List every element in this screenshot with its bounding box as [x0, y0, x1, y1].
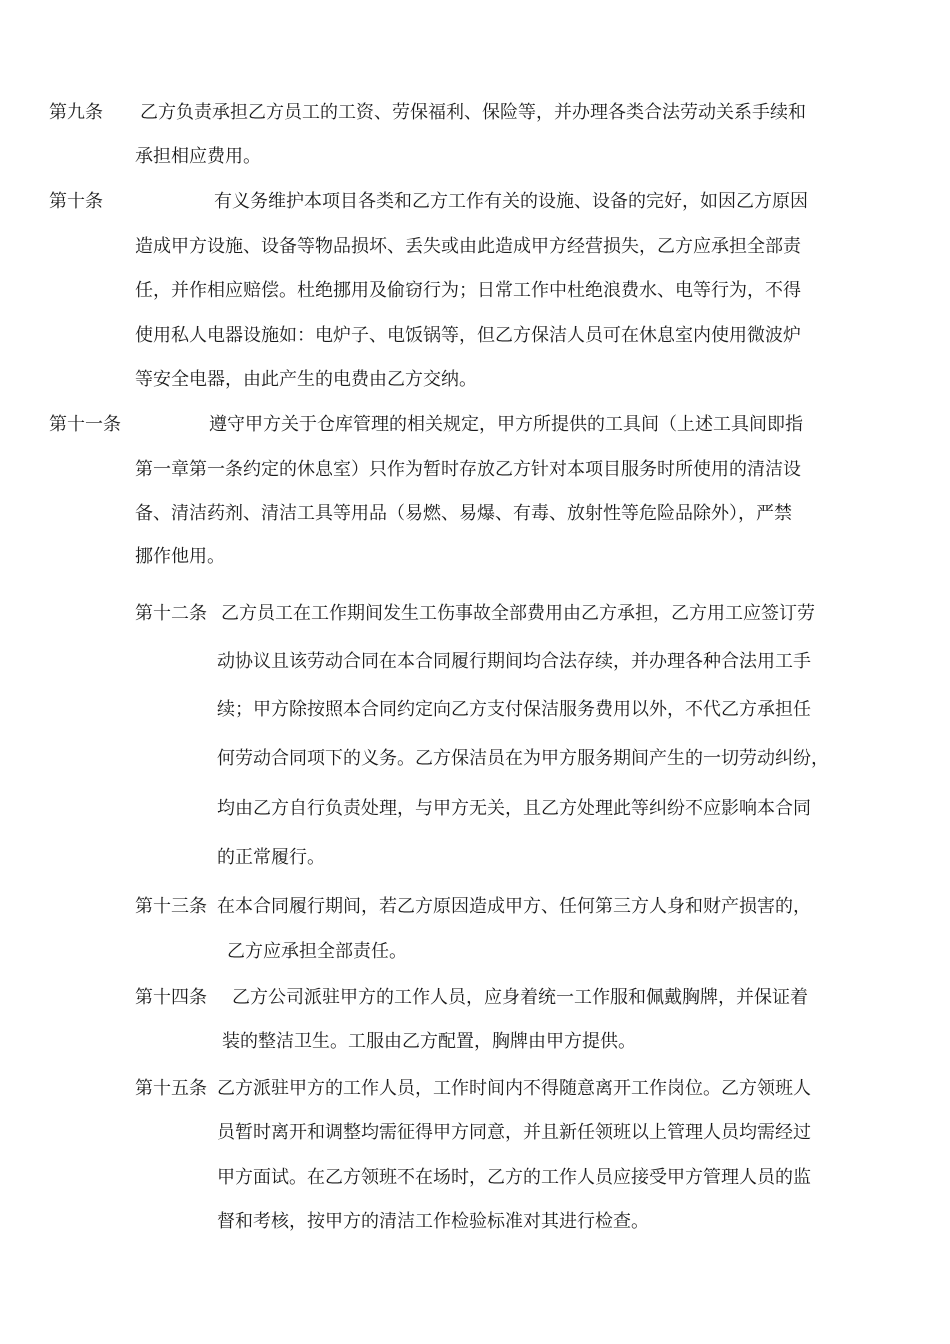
- article-14-line-2: 装的整洁卫生。工服由乙方配置，胸牌由甲方提供。: [222, 1031, 636, 1052]
- article-11-line-3: 备、清洁药剂、清洁工具等用品（易燃、易爆、有毒、放射性等危险品除外），严禁: [135, 503, 792, 524]
- article-label-14: 第十四条: [135, 987, 207, 1008]
- article-15-line-2: 员暂时离开和调整均需征得甲方同意，并且新任领班以上管理人员均需经过: [217, 1122, 811, 1143]
- article-12-line-5: 均由乙方自行负责处理，与甲方无关，且乙方处理此等纠纷不应影响本合同: [217, 798, 811, 819]
- article-11-line-2: 第一章第一条约定的休息室）只作为暂时存放乙方针对本项目服务时所使用的清洁设: [135, 459, 801, 480]
- article-10-line-2: 造成甲方设施、设备等物品损坏、丢失或由此造成甲方经营损失，乙方应承担全部责: [135, 236, 801, 257]
- article-label-12: 第十二条: [135, 603, 207, 624]
- article-14-line-1: 乙方公司派驻甲方的工作人员，应身着统一工作服和佩戴胸牌，并保证着: [232, 987, 808, 1008]
- article-15-line-4: 督和考核，按甲方的清洁工作检验标准对其进行检查。: [217, 1211, 649, 1232]
- article-12-line-4: 何劳动合同项下的义务。乙方保洁员在为甲方服务期间产生的一切劳动纠纷，: [217, 748, 829, 769]
- article-13-line-2: 乙方应承担全部责任。: [227, 941, 407, 962]
- article-12-line-6: 的正常履行。: [217, 847, 325, 868]
- article-label-13: 第十三条: [135, 896, 207, 917]
- article-10-line-1: 有义务维护本项目各类和乙方工作有关的设施、设备的完好，如因乙方原因: [214, 191, 808, 212]
- article-10-line-4: 使用私人电器设施如：电炉子、电饭锅等，但乙方保洁人员可在休息室内使用微波炉: [135, 325, 801, 346]
- article-label-15: 第十五条: [135, 1078, 207, 1099]
- article-13-line-1: 在本合同履行期间，若乙方原因造成甲方、任何第三方人身和财产损害的，: [217, 896, 811, 917]
- article-11-line-4: 挪作他用。: [135, 546, 225, 567]
- article-15-line-1: 乙方派驻甲方的工作人员，工作时间内不得随意离开工作岗位。乙方领班人: [217, 1078, 811, 1099]
- article-12-line-1: 乙方员工在工作期间发生工伤事故全部费用由乙方承担，乙方用工应签订劳: [221, 603, 815, 624]
- article-11-line-1: 遵守甲方关于仓库管理的相关规定，甲方所提供的工具间（上述工具间即指: [209, 414, 803, 435]
- article-10-line-3: 任，并作相应赔偿。杜绝挪用及偷窃行为；日常工作中杜绝浪费水、电等行为，不得: [135, 280, 801, 301]
- article-15-line-3: 甲方面试。在乙方领班不在场时，乙方的工作人员应接受甲方管理人员的监: [217, 1167, 811, 1188]
- article-12-line-3: 续；甲方除按照本合同约定向乙方支付保洁服务费用以外，不代乙方承担任: [217, 699, 811, 720]
- article-9-line-2: 承担相应费用。: [135, 146, 261, 167]
- article-label-11: 第十一条: [49, 414, 121, 435]
- article-9-line-1: 乙方负责承担乙方员工的工资、劳保福利、保险等，并办理各类合法劳动关系手续和: [140, 102, 806, 123]
- article-label-9: 第九条: [49, 102, 103, 123]
- article-12-line-2: 动协议且该劳动合同在本合同履行期间均合法存续，并办理各种合法用工手: [217, 651, 811, 672]
- article-label-10: 第十条: [49, 191, 103, 212]
- article-10-line-5: 等安全电器，由此产生的电费由乙方交纳。: [135, 369, 477, 390]
